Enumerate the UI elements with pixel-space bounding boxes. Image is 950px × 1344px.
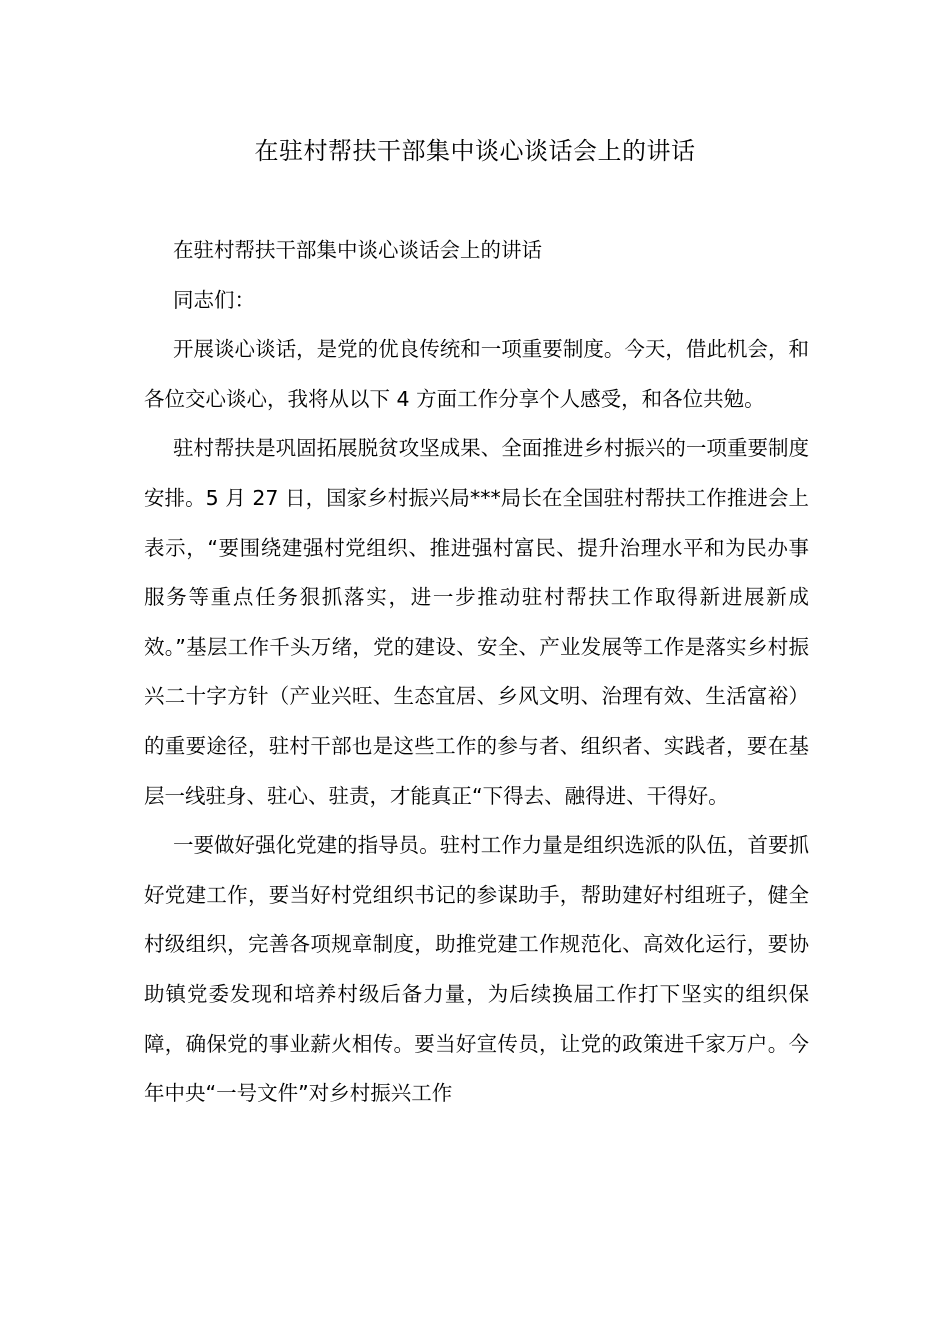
body-heading-paragraph: 在驻村帮扶干部集中谈心谈话会上的讲话 [173, 238, 542, 262]
salutation-paragraph: 同志们： [173, 287, 255, 312]
intro-paragraph: 开展谈心谈话，是党的优良传统和一项重要制度。今天，借此机会，和各位交心谈心，我将从以下 4 方面工作分享个人感受，和各位共勉。 [144, 337, 809, 411]
point-one-paragraph: 一要做好强化党建的指导员。驻村工作力量是组织选派的队伍，首要抓好党建工作，要当好村党组织书记的参谋助手，帮助建好村组班子，健全村级组织，完善各项规章制度，助推党建工作规范化、高效化运行，要协助镇党委发现和培养村级后备力量，为后续换届工作打下坚实的组织保障，确保党的事业薪火相传。要当好宣传员，让党的政策进千家万户。今年中央“一号文件”对乡村振兴工作 [144, 833, 809, 1106]
background-paragraph: 驻村帮扶是巩固拓展脱贫攻坚成果、全面推进乡村振兴的一项重要制度安排。5 月 27 日，国家乡村振兴局***局长在全国驻村帮扶工作推进会上表示，“要围绕建强村党组织、推进强村富民、提升治理水平和为民办事服务等重点任务狠抓落实，进一步推动驻村帮扶工作取得新进展新成效。”基层工作千头万绪，党的建设、安全、产业发展等工作是落实乡村振兴二十字方针（产业兴旺、生态宜居、乡风文明、治理有效、生活富裕）的重要途径，驻村干部也是这些工作的参与者、组织者、实践者，要在基层一线驻身、驻心、驻责，才能真正“下得去、融得进、干得好。 [144, 436, 809, 808]
document-body [144, 226, 809, 1119]
document-title: 在驻村帮扶干部集中谈心谈话会上的讲话 [254, 137, 696, 165]
